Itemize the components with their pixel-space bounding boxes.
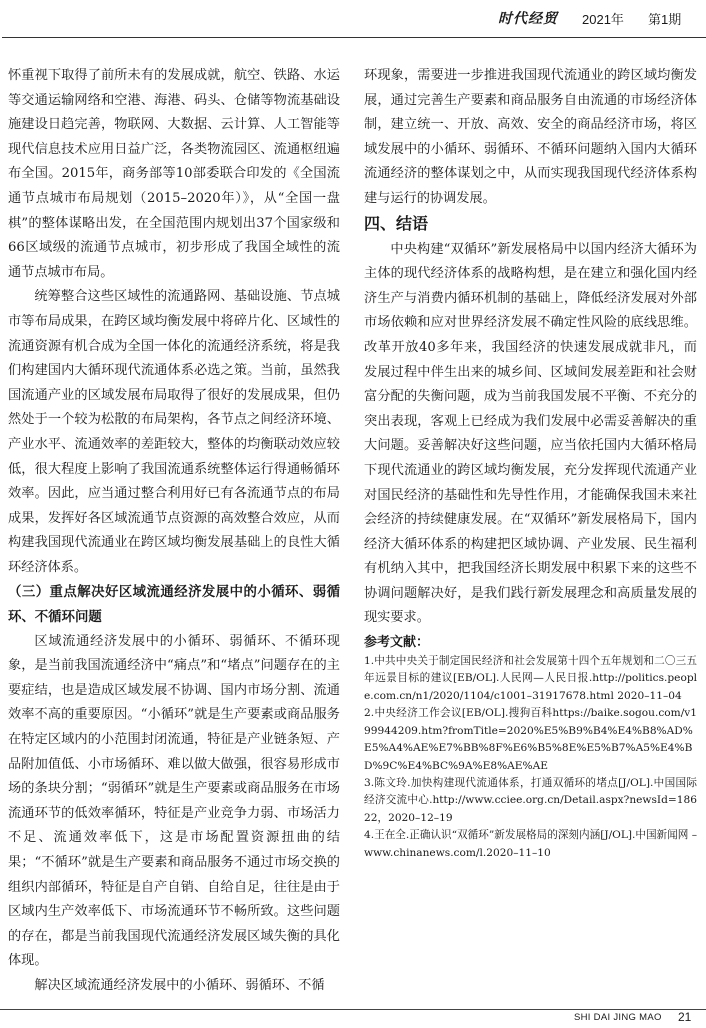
header-divider <box>2 37 706 38</box>
page-number: 21 <box>678 1010 692 1024</box>
right-paragraph-1: 环现象，需要进一步推进我国现代流通业的跨区域均衡发展，通过完善生产要素和商品服务自由流通的市场经济体制，建立统一、开放、高效、安全的商品经济市场，将区域发展中的小循环、弱循环、不循环问题纳入国内大循环流通经济的整体谋划之中，从而实现我国现代经济体系构建与运行的协调发展。 <box>364 68 697 206</box>
page-header <box>0 0 706 40</box>
references-title: 参考文献： <box>364 634 430 650</box>
left-column <box>8 64 340 999</box>
right-paragraph-2: 中央构建“双循环”新发展格局中以国内经济大循环为主体的现代经济体系的战略构想，是在建立和强化国内经济生产与消费内循环机制的基础上，降低经济发展对外部市场依赖和应对世界经济发展不确定性风险的底线思维。改革开放40多年来，我国经济的快速发展成就非凡，而发展过程中伴生出来的城乡间、区域间发展差距和社会财富分配的失衡问题，成为当前我国发展不平衡、不充分的突出表现，客观上已经成为我们发展中必需妥善解决的重大问题。妥善解决好这些问题，应当依托国内大循环格局下现代流通业的跨区域均衡发展，充分发挥现代流通产业对国民经济的基础性和先导性作用，才能确保我国未来社会经济的持续健康发展。在“双循环”新发展格局下，国内经济大循环体系的构建把区域协调、产业发展、民生福利有机纳入其中，把我国经济长期发展中积累下来的这些不协调问题解决好，是我们践行新发展理念和高质量发展的现实要求。 <box>364 241 697 626</box>
right-column <box>364 64 697 862</box>
left-paragraph-4: 解决区域流通经济发展中的小循环、弱循环、不循 <box>34 977 325 993</box>
subsection-heading: （三）重点解决好区域流通经济发展中的小循环、弱循环、不循环问题 <box>8 584 340 625</box>
reference-item: 2.中央经济工作会议[EB/OL].搜狗百科https://baike.sogou.com/v199944209.htm?fromTitle=2020%E5%B9%B4%E4%B8%AD%E5%A4%AE%E7%BB%8F%E6%B5%8E%E5%B7%A5%E4%BD%9C%E4%BC%9A%E8%AE%AE <box>364 707 697 772</box>
journal-year: 2021年 <box>582 12 624 27</box>
reference-item: 3.陈文玲.加快构建现代流通体系，打通双循环的堵点[J/OL].中国国际经济交流中心.http://www.cciee.org.cn/Detail.aspx?newsId=18622，2020–12–19 <box>364 776 697 824</box>
left-paragraph-2: 统筹整合这些区域性的流通路网、基础设施、节点城市等布局成果，在跨区域均衡发展中将碎片化、区域性的流通资源有机合成为全国一体化的流通经济系统，将是我们构建国内大循环现代流通体系必选之策。当前，虽然我国流通产业的区域发展布局取得了很好的发展成果，但仍然处于一个较为松散的布局架构，各节点之间经济环境、产业水平、流通效率的差距较大，整体的均衡联动效应较低，很大程度上影响了我国流通系统整体运行得通畅循环效率。因此，应当通过整合利用好已有各流通节点的布局成果，发挥好各区域流通节点资源的高效整合效应，从而构建我国现代流通业在跨区域均衡发展基础上的良性大循环经济体系。 <box>8 289 340 575</box>
footer-divider <box>0 1009 706 1010</box>
journal-issue: 第1期 <box>648 12 682 27</box>
reference-item: 4.王在全.正确认识“双循环”新发展格局的深刻内涵[J/OL].中国新闻网 – www.chinanews.com/l.2020–11–10 <box>364 829 697 859</box>
left-paragraph-1: 怀重视下取得了前所未有的发展成就，航空、铁路、水运等交通运输网络和空港、海港、码头、仓储等物流基础设施建设日趋完善，物联网、大数据、云计算、人工智能等现代信息技术应用日益广泛，各类物流园区、流通枢纽遍布全国。2015年，商务部等10部委联合印发的《全国流通节点城市布局规划（2015–2020年）》，从“全国一盘棋”的整体谋略出发，在全国范围内规划出37个国家级和66区域级的流通节点城市，初步形成了我国全域性的流通节点城市布局。 <box>8 68 340 280</box>
footer-journal-name: SHI DAI JING MAO <box>574 1012 662 1023</box>
journal-name: 时代经贸 <box>498 11 558 27</box>
reference-item: 1.中共中央关于制定国民经济和社会发展第十四个五年规划和二〇三五年远景目标的建议[EB/OL].人民网—人民日报.http://politics.people.com.cn/n1/2020/1104/c1001–31917678.html 2020–11–04 <box>364 655 697 702</box>
left-paragraph-3: 区域流通经济发展中的小循环、弱循环、不循环现象，是当前我国流通经济中“痛点”和“堵点”问题存在的主要症结，也是造成区域发展不协调、国内市场分割、流通效率不高的重要原因。“小循环”就是生产要素或商品服务在特定区域内的小范围封闭流通，特征是产业链条短、产品附加值低、小市场循环、难以做大做强，很容易形成市场的条块分割；“弱循环”就是生产要素或商品服务在市场流通环节的低效率循环，特征是产业竞争力弱、市场活力不足、流通效率低下，这是市场配置资源扭曲的结果；“不循环”就是生产要素和商品服务不通过市场交换的组织内部循环，特征是自产自销、自给自足，往往是由于区域内生产效率低下、市场流通环节不畅所致。这些问题的存在，都是当前我国现代流通经济发展区域失衡的具化体现。 <box>8 633 340 969</box>
section-title-conclusion: 四、结语 <box>364 215 429 233</box>
